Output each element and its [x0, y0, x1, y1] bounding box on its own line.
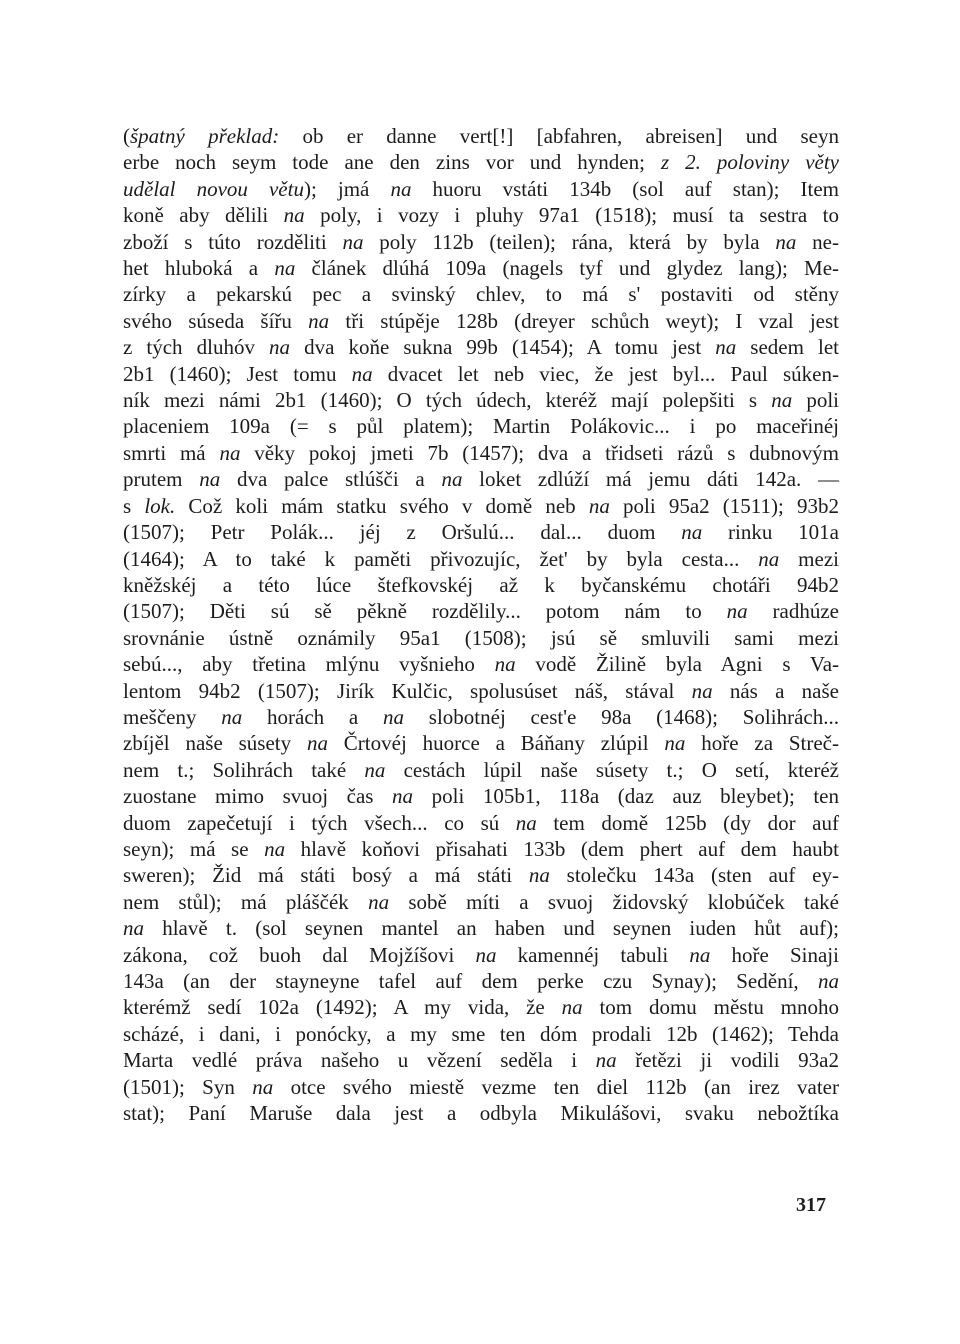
text-line: zírky a pekarskú pec a svinský chlev, to má s' postaviti od stěny	[123, 282, 839, 307]
text-line: smrti má na věky pokoj jmeti 7b (1457); dva a třidseti rázů s dubnovým	[123, 440, 839, 465]
text-line: zuostane mimo svuoj čas na poli 105b1, 118a (daz auz bleybet); ten	[123, 784, 840, 809]
text-line: zbíjěl naše súsety na Črtovéj huorce a Báňany zlúpil na hoře za Streč-	[123, 731, 839, 756]
text-line: stat); Paní Maruše dala jest a odbyla Mikulášovi, svaku nebožtíka	[123, 1101, 839, 1126]
text-line: placeniem 109a (= s půl platem); Martin Polákovic... i po maceřinéj	[123, 414, 839, 439]
text-line: udělal novou větu); jmá na huoru vstáti 134b (sol auf stan); Item	[123, 176, 839, 201]
text-line: het hluboká a na článek dlúhá 109a (nagels tyf und glydez lang); Me-	[123, 256, 840, 281]
text-line: meščeny na horách a na slobotnéj cest'e 98a (1468); Solihrách...	[123, 704, 839, 729]
text-line: prutem na dva palce stlúšči a na loket zdlúží má jemu dáti 142a. —	[123, 467, 840, 492]
text-line: 2b1 (1460); Jest tomu na dvacet let neb viec, že jest byl... Paul súken-	[123, 361, 839, 386]
text-line: zákona, což buoh dal Mojžíšovi na kamennéj tabuli na hoře Sinaji	[123, 942, 839, 967]
text-line: (1464); A to také k paměti přivozujíc, žet' by byla cesta... na mezi	[123, 546, 839, 571]
page-number: 317	[796, 1194, 826, 1216]
text-line: nem stůl); má pláščék na sobě míti a svuoj židovský klobúček také	[123, 889, 839, 914]
text-line: kterémž sedí 102a (1492); A my vida, že na tom domu městu mnoho	[123, 995, 839, 1020]
text-line: nem t.; Solihrách také na cestách lúpil naše súsety t.; O setí, kteréž	[123, 757, 839, 782]
text-line: srovnánie ústně oznámily 95a1 (1508); jsú sě smluvili sami mezi	[123, 625, 839, 650]
text-line: s lok. Což koli mám statku svého v domě neb na poli 95a2 (1511); 93b2	[123, 493, 840, 518]
text-line: svého súseda šířu na tři stúpěje 128b (dreyer schůch weyt); I vzal jest	[123, 308, 839, 333]
text-line: scházé, i dani, i ponócky, a my sme ten dóm prodali 12b (1462); Tehda	[123, 1021, 839, 1046]
text-line: seyn); má se na hlavě koňovi přisahati 133b (dem phert auf dem haubt	[123, 836, 839, 861]
text-line: z tých dluhóv na dva koňe sukna 99b (1454); A tomu jest na sedem let	[123, 335, 840, 360]
text-line: koně aby dělili na poly, i vozy i pluhy 97a1 (1518); musí ta sestra to	[123, 203, 839, 228]
text-line: ník mezi námi 2b1 (1460); O tých údech, kteréž mají polepšiti s na poli	[123, 388, 839, 413]
text-line: duom zapečetují i tých všech... co sú na tem domě 125b (dy dor auf	[123, 810, 839, 835]
text-line: na hlavě t. (sol seynen mantel an haben und seynen iuden hůt auf);	[123, 916, 839, 941]
text-line: sweren); Žid má státi bosý a má státi na stolečku 143a (sten auf ey-	[123, 863, 839, 888]
text-line: zboží s túto rozděliti na poly 112b (teilen); rána, která by byla na ne-	[123, 229, 840, 254]
text-line: (1507); Děti sú sě pěkně rozdělily... potom nám to na radhúze	[123, 599, 839, 624]
text-line: Marta vedlé práva našeho u vězení seděla i na řetězi ji vodili 93a2	[123, 1048, 839, 1073]
text-line: (1507); Petr Polák... jéj z Oršulú... dal... duom na rinku 101a	[123, 520, 839, 545]
text-line: (špatný překlad: ob er danne vert[!] [abfahren, abreisen] und seyn	[123, 124, 839, 148]
text-line: 143a (an der stayneyne tafel auf dem perke czu Synay); Sedění, na	[123, 969, 839, 993]
text-line: kněžskéj a této lúce štefkovskéj až k byčanskému chotáři 94b2	[123, 572, 839, 597]
text-line: erbe noch seym tode ane den zins vor und hynden; z 2. poloviny věty	[123, 150, 839, 175]
text-line: (1501); Syn na otce svého miestě vezme ten diel 112b (an irez vater	[123, 1074, 840, 1099]
text-line: sebú..., aby třetina mlýnu vyšnieho na vodě Žilině byla Agni s Va-	[123, 652, 840, 677]
body-text	[123, 123, 839, 1126]
text-line: lentom 94b2 (1507); Jirík Kulčic, spolusúset náš, stával na nás a naše	[123, 678, 839, 703]
